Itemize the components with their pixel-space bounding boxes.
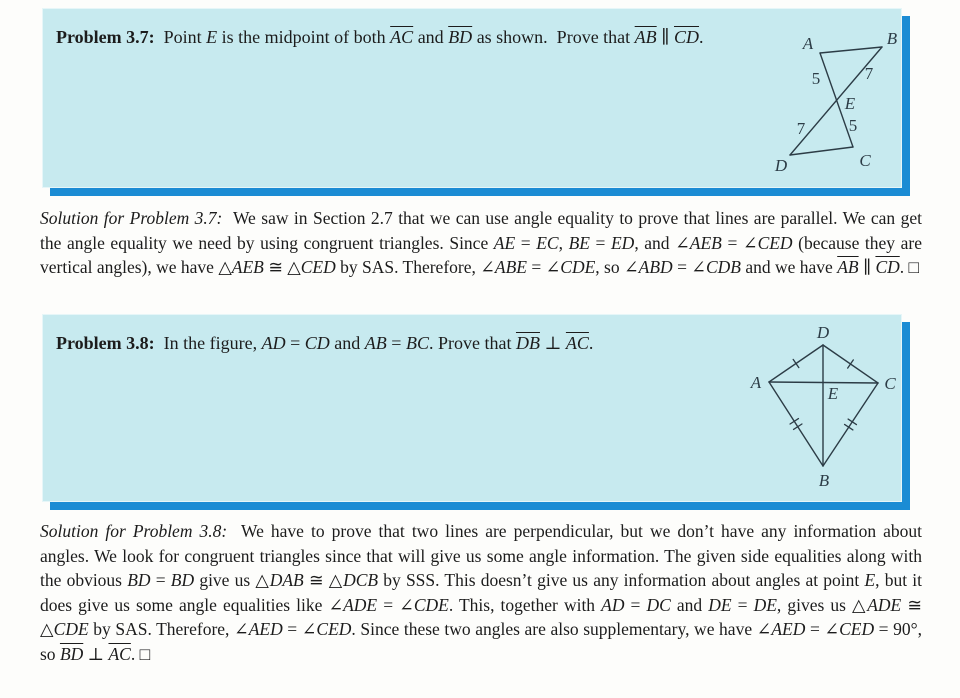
congruence-tick-DA (793, 359, 799, 367)
solution-3-8-paragraph: Solution for Problem 3.8: We have to prove that two lines are perpendicular, but we don’t have any information about angles. We look for congruent triangles since that will give us some angle information. The given side equalities along with the obvious BD = BD give us △DAB ≅ △DCB by SSS. This doesn’t give us any information about angles at point E, but it does give us some angle equalities like ∠ADE = ∠CDE. This, together with AD = DC and DE = DE, gives us △ADE ≅ △CDE by SAS. Therefore, ∠AED = ∠CED. Since these two angles are also supplementary, we have ∠AED = ∠CED = 90°, so $\overline{BD}$ ⊥ $\overline{AC}$. □ (40, 521, 923, 664)
figure-segment-AB (820, 47, 882, 53)
figure-label-A: A (802, 34, 814, 53)
congruence-tick-BC (848, 419, 856, 425)
figure-label-7: 7 (796, 119, 806, 138)
figure-label-B: B (818, 471, 830, 490)
figure-label-7: 7 (864, 64, 874, 83)
figure-3-8-kite-diagram (743, 323, 903, 493)
figure-label-C: C (859, 151, 871, 170)
problem-3-7-statement: Problem 3.7: Point E is the midpoint of both $\overline{AC}$ and $\overline{BD}$ as shown. Prove that $\overline{AB}$ ∥ $\overline{CD}$. (56, 27, 704, 47)
figure-label-B: B (886, 29, 898, 48)
problem-3-8-statement: Problem 3.8: In the figure, AD = CD and AB = BC. Prove that $\overline{DB}$ ⊥ $\overline{AC}$. (56, 333, 594, 353)
figure-label-D: D (774, 156, 788, 175)
figure-label-E: E (827, 384, 839, 403)
congruence-tick-BC (845, 424, 853, 430)
figure-segment-DC (790, 147, 853, 155)
figure-label-A: A (750, 373, 762, 392)
problem-box-3-8 (42, 314, 902, 502)
figure-label-C: C (884, 374, 896, 393)
figure-segment-AB (769, 382, 823, 466)
figure-label-5: 5 (811, 69, 821, 88)
solution-3-7-paragraph: Solution for Problem 3.7: We saw in Section 2.7 that we can use angle equality to prove that lines are parallel. We can get the angle equality we need by using congruent triangles. Since AE = EC, BE = ED, and ∠AEB = ∠CED (because they are vertical angles), we have △AEB ≅ △CED by SAS. Therefore, ∠ABE = ∠CDE, so ∠ABD = ∠CDB and we have $\overline{AB}$ ∥ $\overline{CD}$. □ (40, 208, 923, 278)
figure-label-5: 5 (848, 116, 858, 135)
congruence-tick-AB (790, 419, 798, 424)
figure-label-D: D (816, 323, 830, 342)
congruence-tick-DC (848, 360, 854, 368)
congruence-tick-AB (794, 424, 802, 429)
figure-3-7-bowtie-diagram (773, 19, 903, 177)
problem-box-3-7 (42, 8, 902, 188)
figure-label-E: E (844, 94, 856, 113)
